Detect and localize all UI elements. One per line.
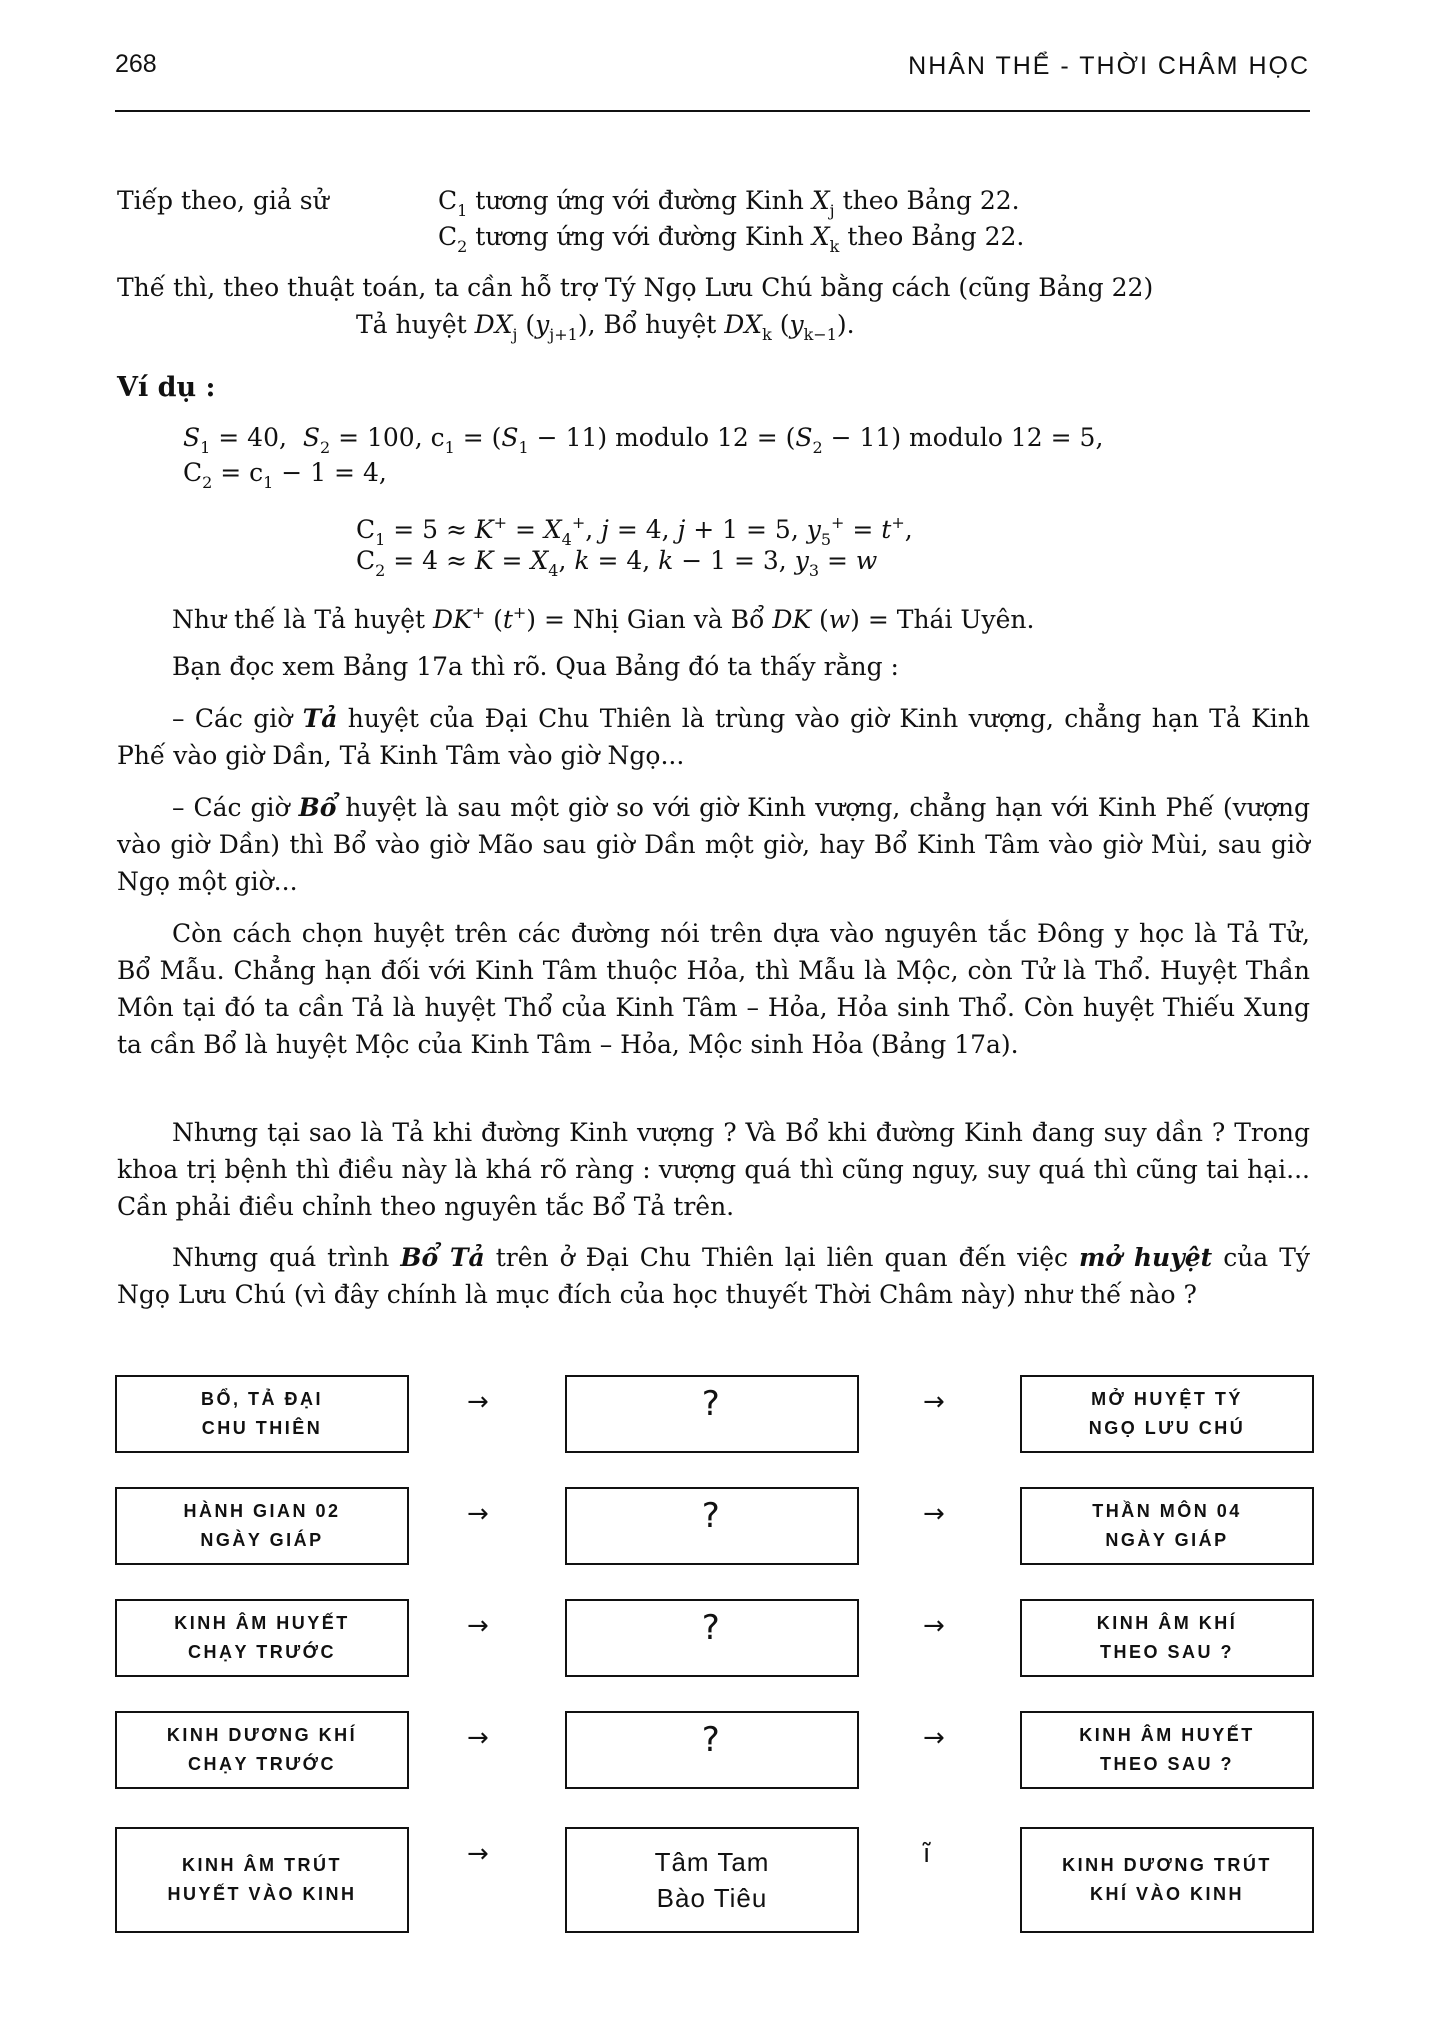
example-line-3: $C_1 = 5 \approx K^+ = X_4^+$, j = 4, j + 1 = 5, $y_5^+ = t^+$, bbox=[356, 513, 913, 549]
paragraph-5: Nhưng tại sao là Tả khi đường Kinh vượng ? Và Bổ khi đường Kinh đang suy dần ? Trong khoa trị bệnh thì điều này là khá rõ ràng : vượng quá thì cũng nguy, suy quá thì cũng tai hại... Cần phải điều chỉnh theo nguyên tắc Bổ Tả trên. bbox=[117, 1118, 1310, 1221]
flow-box-left: KINH ÂM TRÚT HUYẾT VÀO KINH bbox=[115, 1827, 409, 1933]
page-number: 268 bbox=[115, 50, 157, 78]
flow-row-2 bbox=[115, 1487, 1315, 1567]
flow-box-middle: ? bbox=[565, 1487, 859, 1565]
flow-row-1 bbox=[115, 1375, 1315, 1455]
intro-ta-bo-line: Tả huyệt $DX_j$ $(y_{j+1})$, Bổ huyệt $DX_k$ $(y_{k-1})$. bbox=[356, 310, 855, 344]
flow-row-4 bbox=[115, 1711, 1315, 1791]
flow-box-right: MỞ HUYỆT TÝ NGỌ LƯU CHÚ bbox=[1020, 1375, 1314, 1453]
example-line-4: $C_2 = 4 \approx K = X_4$, k = 4, k − 1 = 3, $y_3 = w$ bbox=[356, 546, 878, 580]
intro-then-line: Thế thì, theo thuật toán, ta cần hỗ trợ Tý Ngọ Lưu Chú bằng cách (cũng Bảng 22) bbox=[117, 273, 1154, 302]
flow-box-middle: ? bbox=[565, 1711, 859, 1789]
flow-box-middle: Tâm Tam Bào Tiêu bbox=[565, 1827, 859, 1933]
arrow-icon: → bbox=[467, 1839, 489, 1869]
flow-diagram bbox=[115, 1375, 1315, 1915]
flow-box-right: KINH ÂM HUYẾT THEO SAU ? bbox=[1020, 1711, 1314, 1789]
intro-c2-line: $C_2$ tương ứng với đường Kinh $X_k$ theo Bảng 22. bbox=[438, 222, 1025, 256]
arrow-icon: → bbox=[467, 1723, 489, 1753]
arrow-icon: → bbox=[467, 1611, 489, 1641]
flow-box-right: KINH DƯƠNG TRÚT KHÍ VÀO KINH bbox=[1020, 1827, 1314, 1933]
flow-row-5 bbox=[115, 1827, 1315, 1935]
flow-box-right: KINH ÂM KHÍ THEO SAU ? bbox=[1020, 1599, 1314, 1677]
arrow-icon: → bbox=[923, 1611, 945, 1641]
intro-lead: Tiếp theo, giả sử bbox=[117, 186, 329, 215]
header-rule bbox=[115, 110, 1310, 112]
example-line-2: $C_2 = c_1 - 1 = 4$, bbox=[183, 458, 387, 492]
example-heading: Ví dụ : bbox=[117, 372, 216, 403]
paragraph-2: – Các giờ Tả huyệt của Đại Chu Thiên là trùng vào giờ Kinh vượng, chẳng hạn Tả Kinh Phế vào giờ Dần, Tả Kinh Tâm vào giờ Ngọ... bbox=[117, 704, 1310, 770]
arrow-icon: → bbox=[923, 1499, 945, 1529]
arrow-icon: → bbox=[467, 1499, 489, 1529]
flow-box-left: KINH ÂM HUYẾT CHẠY TRƯỚC bbox=[115, 1599, 409, 1677]
arrow-icon: → bbox=[923, 1723, 945, 1753]
intro-c1-line: $C_1$ tương ứng với đường Kinh $X_j$ theo Bảng 22. bbox=[438, 186, 1020, 220]
flow-box-left: BỔ, TẢ ĐẠI CHU THIÊN bbox=[115, 1375, 409, 1453]
running-title: NHÂN THỂ - THỜI CHÂM HỌC bbox=[908, 52, 1310, 80]
flow-box-middle: ? bbox=[565, 1599, 859, 1677]
paragraph-6: Nhưng quá trình Bổ Tả trên ở Đại Chu Thiên lại liên quan đến việc mở huyệt của Tý Ngọ Lưu Chú (vì đây chính là mục đích của học thuyết Thời Châm này) như thế nào ? bbox=[117, 1243, 1310, 1309]
arrow-icon: ĩ bbox=[923, 1839, 931, 1869]
flow-row-3 bbox=[115, 1599, 1315, 1679]
flow-box-left: KINH DƯƠNG KHÍ CHẠY TRƯỚC bbox=[115, 1711, 409, 1789]
example-line-1: $S_1 = 40$, $S_2 = 100$, $c_1 = (S_1 - 11)$ modulo $12 = (S_2 - 11)$ modulo 12 = 5, bbox=[183, 423, 1104, 457]
paragraph-4: Còn cách chọn huyệt trên các đường nói trên dựa vào nguyên tắc Đông y học là Tả Tử, Bổ Mẫu. Chẳng hạn đối với Kinh Tâm thuộc Hỏa, thì Mẫu là Mộc, còn Tử là Thổ. Huyệt Thần Môn tại đó ta cần Tả là huyệt Thổ của Kinh Tâm – Hỏa, Hỏa sinh Thổ. Còn huyệt Thiếu Xung ta cần Bổ là huyệt Mộc của Kinh Tâm – Hỏa, Mộc sinh Hỏa (Bảng 17a). bbox=[117, 919, 1310, 1059]
paragraph-3: – Các giờ Bổ huyệt là sau một giờ so với giờ Kinh vượng, chẳng hạn với Kinh Phế (vượng vào giờ Dần) thì Bổ vào giờ Mão sau giờ Dần một giờ, hay Bổ Kinh Tâm vào giờ Mùi, sau giờ Ngọ một giờ... bbox=[117, 793, 1310, 896]
example-result: Như thế là Tả huyệt DK+ (t+) = Nhị Gian và Bổ DK (w) = Thái Uyên. bbox=[172, 603, 1035, 634]
arrow-icon: → bbox=[923, 1387, 945, 1417]
flow-box-left: HÀNH GIAN 02 NGÀY GIÁP bbox=[115, 1487, 409, 1565]
flow-box-middle: ? bbox=[565, 1375, 859, 1453]
paragraph-1: Bạn đọc xem Bảng 17a thì rõ. Qua Bảng đó ta thấy rằng : bbox=[172, 652, 899, 681]
page-header bbox=[115, 50, 1310, 110]
flow-box-right: THẦN MÔN 04 NGÀY GIÁP bbox=[1020, 1487, 1314, 1565]
arrow-icon: → bbox=[467, 1387, 489, 1417]
